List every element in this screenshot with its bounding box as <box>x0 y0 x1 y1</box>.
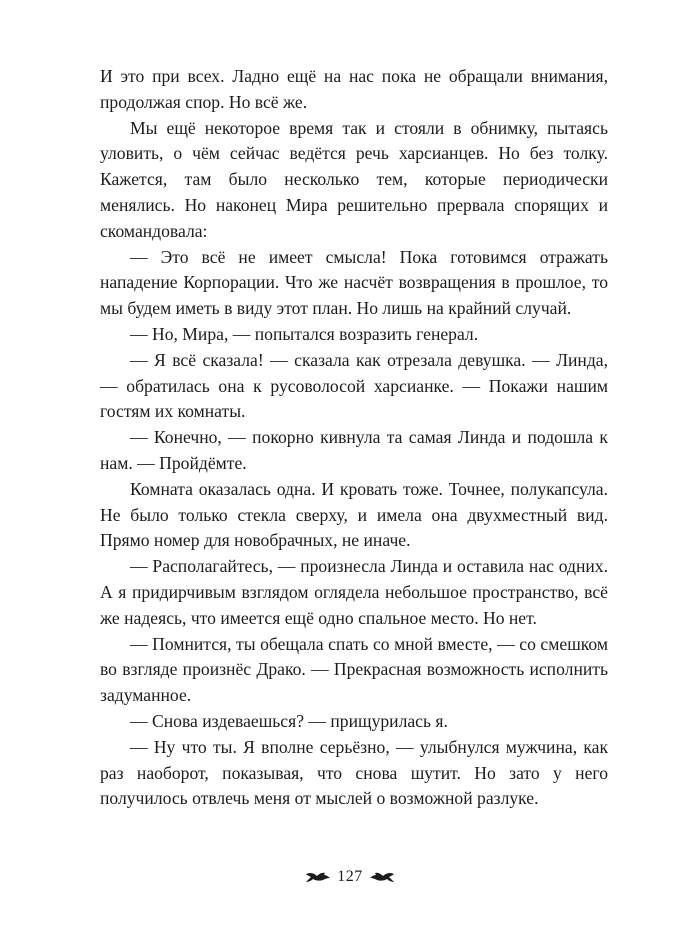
paragraph: И это при всех. Ладно ещё на нас пока не обращали внимания, продолжая спор. Но всё же. <box>100 66 608 112</box>
page-number: 127 <box>337 868 363 885</box>
dragon-left-icon <box>305 868 331 886</box>
dialogue-line: — Располагайтесь, — произнесла Линда и оставила нас одних. А я придирчивым взглядом оглядела небольшое пространство, всё же надеясь, что имеется ещё одно спальное место. Но нет. <box>100 556 608 628</box>
dragon-right-icon <box>369 868 395 886</box>
dialogue-line: — Помнится, ты обещала спать со мной вместе, — со смешком во взгляде произнёс Драко. — Прекрасная возможность исполнить задуманное. <box>100 633 608 706</box>
dialogue-line: — Конечно, — покорно кивнула та самая Линда и подошла к нам. — Пройдёмте. <box>100 427 608 473</box>
page-footer <box>0 862 700 892</box>
dialogue-line: — Но, Мира, — попытался возразить генерал. <box>130 323 479 344</box>
dialogue-line: — Это всё не имеет смысла! Пока готовимся отражать нападение Корпорации. Что же насчёт возвращения в прошлое, то мы будем иметь в виду этот план. Но лишь на крайний случай. <box>100 246 608 319</box>
paragraph: Мы ещё некоторое время так и стояли в обнимку, пытаясь уловить, о чём сейчас ведётся речь харсианцев. Но без толку. Кажется, там было несколько тем, которые периодически менялись. Но наконец Мира решительно прервала спорящих и скомандовала: <box>100 117 608 241</box>
paragraph: Комната оказалась одна. И кровать тоже. Точнее, полукапсула. Не было только стекла сверху, и имела она двухместный вид. Прямо номер для новобрачных, не иначе. <box>100 478 608 551</box>
dialogue-line: — Снова издеваешься? — прищурилась я. <box>130 710 448 731</box>
dialogue-line: — Ну что ты. Я вполне серьёзно, — улыбнулся мужчина, как раз наоборот, показывая, что снова шутит. Но зато у него получилось отвлечь меня от мыслей о возможной разлуке. <box>100 736 608 809</box>
body-text <box>100 64 608 812</box>
dialogue-line: — Я всё сказала! — сказала как отрезала девушка. — Линда, — обратилась она к русоволосой харсианке. — Покажи нашим гостям их комнаты. <box>100 349 608 422</box>
